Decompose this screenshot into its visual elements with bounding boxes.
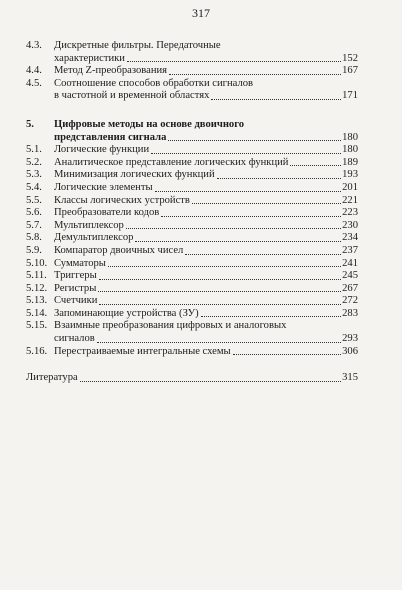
- toc-entry-title-continued: в частотной и временной областях: [54, 90, 210, 102]
- toc-entry[interactable]: [26, 245, 358, 258]
- dot-leader: [217, 178, 341, 179]
- dot-leader: [98, 291, 341, 292]
- toc-entry-number: 5.1.: [26, 144, 42, 156]
- toc-entry-title: Триггеры: [54, 270, 97, 282]
- dot-leader: [201, 316, 341, 317]
- toc-entry-page: 167: [342, 65, 358, 77]
- dot-leader: [126, 228, 341, 229]
- toc-entry-number: 5.5.: [26, 194, 42, 206]
- toc-entry-page: 152: [342, 52, 358, 64]
- toc-entry-title: Классы логических устройств: [54, 194, 190, 206]
- toc-entry[interactable]: [26, 258, 358, 271]
- toc-entry-page: 245: [342, 270, 358, 282]
- toc-entry[interactable]: [26, 157, 358, 170]
- toc-entry-number: 5.3.: [26, 169, 42, 181]
- toc-entry-page: 171: [342, 90, 358, 102]
- toc-entry-number: 5.10.: [26, 257, 48, 269]
- toc-entry-title: Счетчики: [54, 295, 98, 307]
- toc-entry-4-4[interactable]: [26, 65, 358, 78]
- toc-entry-page: 306: [342, 345, 358, 357]
- toc-entry-number: 4.5.: [26, 77, 42, 89]
- toc-entry-title: Регистры: [54, 282, 97, 294]
- toc-entry[interactable]: [26, 220, 358, 233]
- toc-entry-page: 189: [342, 156, 358, 168]
- toc-entry[interactable]: [26, 169, 358, 182]
- toc-chapter-title-continued: представления сигнала: [54, 131, 167, 143]
- toc-entry-title-continued: сигналов: [54, 333, 95, 345]
- page-number: 317: [192, 6, 210, 20]
- toc-entry-page: 223: [342, 207, 358, 219]
- dot-leader: [168, 140, 341, 141]
- toc-entry-number: 5.13.: [26, 295, 48, 307]
- toc-entry-number: 5.7.: [26, 219, 42, 231]
- toc-entry[interactable]: [26, 195, 358, 208]
- toc-entry[interactable]: [26, 232, 358, 245]
- toc-entry-page: 234: [342, 232, 358, 244]
- dot-leader: [80, 381, 341, 382]
- toc-entry-page: 193: [342, 169, 358, 181]
- toc-chapter-number: 5.: [26, 118, 34, 130]
- toc-entry-title: Минимизация логических функций: [54, 169, 215, 181]
- toc-entry-4-3[interactable]: [26, 40, 358, 65]
- toc-entry-title: Соотношение способов обработки сигналов: [54, 77, 254, 89]
- dot-leader: [185, 254, 341, 255]
- toc-entry-number: 4.4.: [26, 65, 42, 77]
- toc-entry-title: Мультиплексор: [54, 219, 124, 231]
- toc-entry-number: 4.3.: [26, 40, 42, 51]
- toc-entry[interactable]: [26, 182, 358, 195]
- toc-entry-title: Перестраиваемые интегральные схемы: [54, 345, 231, 357]
- dot-leader: [108, 266, 341, 267]
- dot-leader: [99, 279, 341, 280]
- toc-entry-page: 180: [342, 144, 358, 156]
- toc-entry-title: Демультиплексор: [54, 232, 134, 244]
- toc-entry-title: Метод Z-преобразования: [54, 65, 168, 77]
- toc-entry[interactable]: [26, 283, 358, 296]
- toc-entry-page: 315: [342, 372, 358, 384]
- toc-entry-number: 5.8.: [26, 232, 42, 244]
- toc-entry-title-continued: характеристики: [54, 52, 125, 64]
- toc-chapter-5[interactable]: [26, 119, 358, 144]
- toc-chapter-title: Цифровые методы на основе двоичного: [54, 118, 245, 130]
- toc-entry-5-16[interactable]: [26, 346, 358, 359]
- toc-entry-title: Преобразователи кодов: [54, 207, 160, 219]
- toc-entry-page: 201: [342, 181, 358, 193]
- toc-entry-number: 5.12.: [26, 282, 48, 294]
- toc-entry-page: 230: [342, 219, 358, 231]
- toc-entry-title: Запоминающие устройства (ЗУ): [54, 307, 199, 319]
- toc-entry-title: Сумматоры: [54, 257, 106, 269]
- toc-entry-literature[interactable]: [26, 372, 358, 385]
- toc-entry[interactable]: [26, 308, 358, 321]
- dot-leader: [151, 153, 341, 154]
- toc-entry-number: 5.11.: [26, 270, 47, 282]
- dot-leader: [155, 191, 342, 192]
- toc-chapter-page: 180: [342, 131, 358, 143]
- dot-leader: [192, 203, 341, 204]
- toc-entry-title: Логические элементы: [54, 181, 153, 193]
- toc-entry-number: 5.2.: [26, 156, 42, 168]
- toc-entry-number: 5.6.: [26, 207, 42, 219]
- toc-entry[interactable]: [26, 270, 358, 283]
- toc-entry-number: 5.4.: [26, 181, 42, 193]
- toc-entry-page: 272: [342, 295, 358, 307]
- toc-entry-number: 5.15.: [26, 320, 48, 332]
- toc-entry-number: 5.14.: [26, 307, 48, 319]
- dot-leader: [211, 99, 341, 100]
- toc-entry-4-5[interactable]: [26, 78, 358, 103]
- dot-leader: [290, 165, 341, 166]
- table-of-contents: [26, 40, 358, 385]
- toc-entry-title: Дискретные фильтры. Передаточные: [54, 40, 221, 51]
- dot-leader: [169, 74, 341, 75]
- toc-entry-page: 221: [342, 194, 358, 206]
- toc-entry-5-15[interactable]: [26, 320, 358, 345]
- dot-leader: [127, 61, 341, 62]
- toc-entry-number: 5.16.: [26, 345, 48, 357]
- toc-entry[interactable]: [26, 295, 358, 308]
- toc-entry-title: Компаратор двоичных чисел: [54, 244, 184, 256]
- dot-leader: [161, 216, 341, 217]
- toc-entry-page: 293: [342, 333, 358, 345]
- toc-entry-title: Литература: [26, 372, 78, 384]
- toc-entry-title: Логические функции: [54, 144, 150, 156]
- dot-leader: [233, 354, 341, 355]
- dot-leader: [97, 342, 341, 343]
- toc-entry-page: 283: [342, 307, 358, 319]
- toc-entry-title: Аналитическое представление логических функций: [54, 156, 289, 168]
- toc-section-list: [26, 144, 358, 320]
- dot-leader: [135, 241, 341, 242]
- toc-entry-page: 267: [342, 282, 358, 294]
- toc-entry-number: 5.9.: [26, 244, 42, 256]
- toc-entry[interactable]: [26, 207, 358, 220]
- toc-entry[interactable]: [26, 144, 358, 157]
- toc-entry-page: 241: [342, 257, 358, 269]
- toc-entry-page: 237: [342, 244, 358, 256]
- dot-leader: [99, 304, 341, 305]
- toc-entry-title: Взаимные преобразования цифровых и аналоговых: [54, 320, 287, 332]
